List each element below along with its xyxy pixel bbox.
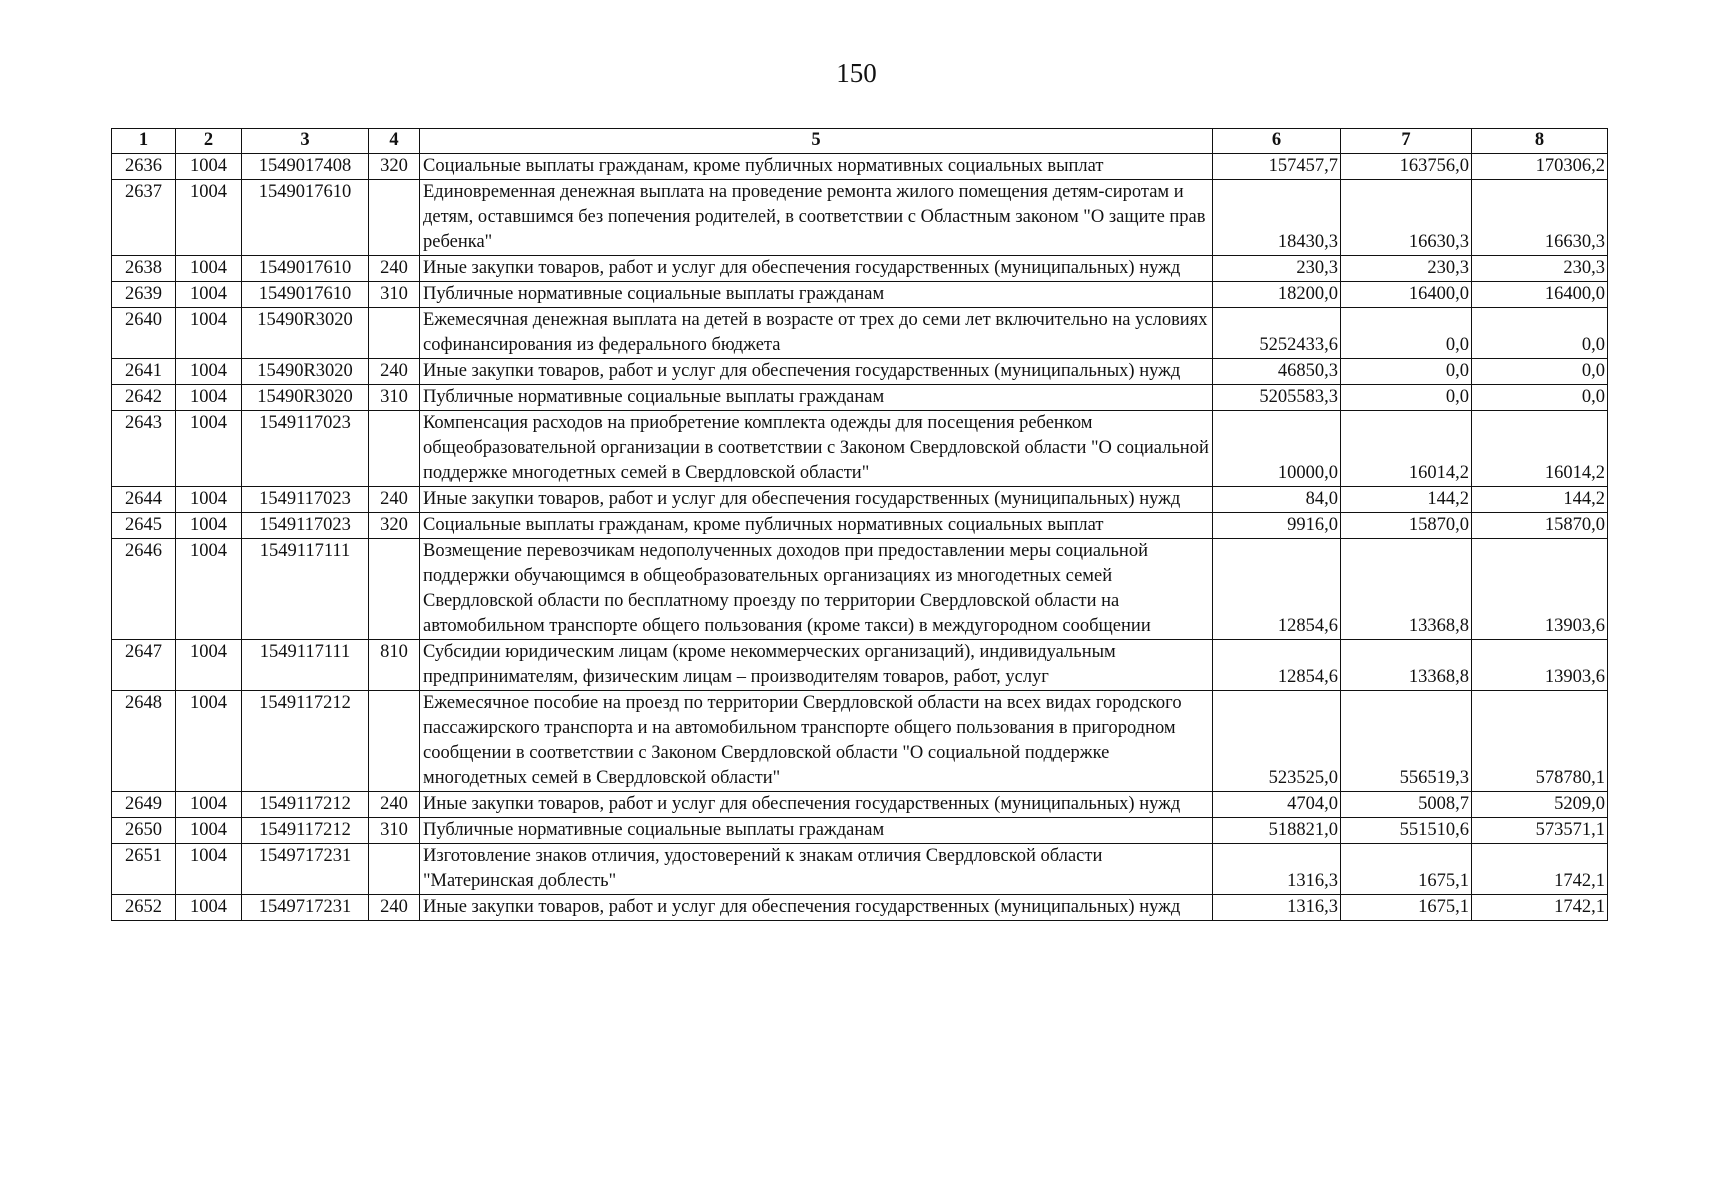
table-row <box>112 411 1608 487</box>
target-article-cell: 15490R3020 <box>242 385 369 411</box>
row-number-cell: 2649 <box>112 792 176 818</box>
row-number-cell: 2641 <box>112 359 176 385</box>
row-number-cell: 2643 <box>112 411 176 487</box>
expense-type-cell: 320 <box>369 154 420 180</box>
amount-col7-cell: 15870,0 <box>1341 513 1472 539</box>
row-number-cell: 2640 <box>112 308 176 359</box>
amount-col8-cell: 0,0 <box>1472 359 1608 385</box>
expense-type-cell: 240 <box>369 256 420 282</box>
row-number-cell: 2652 <box>112 895 176 921</box>
expense-type-cell: 240 <box>369 359 420 385</box>
amount-col6-cell: 84,0 <box>1213 487 1341 513</box>
table-row <box>112 895 1608 921</box>
table-row <box>112 180 1608 256</box>
amount-col7-cell: 0,0 <box>1341 359 1472 385</box>
section-code-cell: 1004 <box>176 282 242 308</box>
amount-col7-cell: 13368,8 <box>1341 640 1472 691</box>
amount-col6-cell: 5205583,3 <box>1213 385 1341 411</box>
column-header: 1 <box>112 129 176 154</box>
row-number-cell: 2650 <box>112 818 176 844</box>
amount-col6-cell: 12854,6 <box>1213 640 1341 691</box>
amount-col7-cell: 0,0 <box>1341 308 1472 359</box>
amount-col6-cell: 518821,0 <box>1213 818 1341 844</box>
amount-col8-cell: 1742,1 <box>1472 895 1608 921</box>
section-code-cell: 1004 <box>176 513 242 539</box>
item-name-cell: Возмещение перевозчикам недополученных доходов при предоставлении меры социальной поддержки обучающимся в общеобразовательных организациях из многодетных семей Свердловской области по бесплатному проезду по территории Свердловской области на автомобильном транспорте общего пользования (кроме такси) в междугородном сообщении <box>420 539 1213 640</box>
table-row <box>112 539 1608 640</box>
section-code-cell: 1004 <box>176 818 242 844</box>
target-article-cell: 15490R3020 <box>242 359 369 385</box>
section-code-cell: 1004 <box>176 640 242 691</box>
table-row <box>112 385 1608 411</box>
amount-col7-cell: 230,3 <box>1341 256 1472 282</box>
amount-col8-cell: 0,0 <box>1472 308 1608 359</box>
row-number-cell: 2644 <box>112 487 176 513</box>
table-row <box>112 818 1608 844</box>
target-article-cell: 1549017610 <box>242 256 369 282</box>
table-row <box>112 691 1608 792</box>
item-name-cell: Единовременная денежная выплата на проведение ремонта жилого помещения детям-сиротам и детям, оставшимся без попечения родителей, в соответствии с Областным законом "О защите прав ребенка" <box>420 180 1213 256</box>
amount-col6-cell: 9916,0 <box>1213 513 1341 539</box>
amount-col6-cell: 18200,0 <box>1213 282 1341 308</box>
amount-col8-cell: 15870,0 <box>1472 513 1608 539</box>
section-code-cell: 1004 <box>176 487 242 513</box>
target-article-cell: 1549717231 <box>242 895 369 921</box>
page-number: 150 <box>836 58 877 88</box>
row-number-cell: 2636 <box>112 154 176 180</box>
table-row <box>112 513 1608 539</box>
section-code-cell: 1004 <box>176 308 242 359</box>
amount-col8-cell: 578780,1 <box>1472 691 1608 792</box>
amount-col6-cell: 46850,3 <box>1213 359 1341 385</box>
amount-col7-cell: 16630,3 <box>1341 180 1472 256</box>
section-code-cell: 1004 <box>176 844 242 895</box>
amount-col6-cell: 5252433,6 <box>1213 308 1341 359</box>
target-article-cell: 1549117111 <box>242 539 369 640</box>
section-code-cell: 1004 <box>176 895 242 921</box>
amount-col6-cell: 4704,0 <box>1213 792 1341 818</box>
row-number-cell: 2637 <box>112 180 176 256</box>
row-number-cell: 2647 <box>112 640 176 691</box>
table-row <box>112 308 1608 359</box>
target-article-cell: 1549017610 <box>242 282 369 308</box>
expense-type-cell <box>369 844 420 895</box>
item-name-cell: Иные закупки товаров, работ и услуг для обеспечения государственных (муниципальных) нужд <box>420 359 1213 385</box>
amount-col8-cell: 0,0 <box>1472 385 1608 411</box>
column-header: 7 <box>1341 129 1472 154</box>
expense-type-cell <box>369 691 420 792</box>
table-row <box>112 792 1608 818</box>
item-name-cell: Ежемесячное пособие на проезд по территории Свердловской области на всех видах городского пассажирского транспорта и на автомобильном транспорте общего пользования в пригородном сообщении в соответствии с Законом Свердловской области "О социальной поддержке многодетных семей в Свердловской области" <box>420 691 1213 792</box>
expense-type-cell: 240 <box>369 792 420 818</box>
amount-col7-cell: 1675,1 <box>1341 844 1472 895</box>
amount-col8-cell: 13903,6 <box>1472 640 1608 691</box>
header-row <box>112 129 1608 154</box>
expense-type-cell: 310 <box>369 282 420 308</box>
table-row <box>112 487 1608 513</box>
column-header: 2 <box>176 129 242 154</box>
item-name-cell: Публичные нормативные социальные выплаты гражданам <box>420 385 1213 411</box>
expense-type-cell: 310 <box>369 818 420 844</box>
amount-col8-cell: 144,2 <box>1472 487 1608 513</box>
amount-col7-cell: 1675,1 <box>1341 895 1472 921</box>
column-header: 5 <box>420 129 1213 154</box>
target-article-cell: 1549117212 <box>242 818 369 844</box>
amount-col8-cell: 1742,1 <box>1472 844 1608 895</box>
amount-col6-cell: 1316,3 <box>1213 844 1341 895</box>
amount-col6-cell: 230,3 <box>1213 256 1341 282</box>
table-row <box>112 282 1608 308</box>
target-article-cell: 1549717231 <box>242 844 369 895</box>
target-article-cell: 1549117023 <box>242 411 369 487</box>
row-number-cell: 2651 <box>112 844 176 895</box>
section-code-cell: 1004 <box>176 256 242 282</box>
amount-col7-cell: 551510,6 <box>1341 818 1472 844</box>
target-article-cell: 15490R3020 <box>242 308 369 359</box>
amount-col8-cell: 13903,6 <box>1472 539 1608 640</box>
amount-col6-cell: 10000,0 <box>1213 411 1341 487</box>
column-header: 4 <box>369 129 420 154</box>
budget-table <box>111 128 1608 921</box>
target-article-cell: 1549017408 <box>242 154 369 180</box>
section-code-cell: 1004 <box>176 792 242 818</box>
item-name-cell: Социальные выплаты гражданам, кроме публичных нормативных социальных выплат <box>420 513 1213 539</box>
column-header: 6 <box>1213 129 1341 154</box>
item-name-cell: Публичные нормативные социальные выплаты гражданам <box>420 282 1213 308</box>
item-name-cell: Публичные нормативные социальные выплаты гражданам <box>420 818 1213 844</box>
amount-col8-cell: 16630,3 <box>1472 180 1608 256</box>
amount-col7-cell: 13368,8 <box>1341 539 1472 640</box>
item-name-cell: Иные закупки товаров, работ и услуг для обеспечения государственных (муниципальных) нужд <box>420 895 1213 921</box>
amount-col6-cell: 1316,3 <box>1213 895 1341 921</box>
target-article-cell: 1549117212 <box>242 691 369 792</box>
amount-col8-cell: 170306,2 <box>1472 154 1608 180</box>
item-name-cell: Иные закупки товаров, работ и услуг для обеспечения государственных (муниципальных) нужд <box>420 487 1213 513</box>
expense-type-cell: 240 <box>369 487 420 513</box>
amount-col7-cell: 144,2 <box>1341 487 1472 513</box>
column-header: 3 <box>242 129 369 154</box>
amount-col8-cell: 5209,0 <box>1472 792 1608 818</box>
amount-col7-cell: 163756,0 <box>1341 154 1472 180</box>
target-article-cell: 1549017610 <box>242 180 369 256</box>
amount-col7-cell: 16014,2 <box>1341 411 1472 487</box>
expense-type-cell <box>369 539 420 640</box>
expense-type-cell: 310 <box>369 385 420 411</box>
amount-col6-cell: 12854,6 <box>1213 539 1341 640</box>
amount-col6-cell: 18430,3 <box>1213 180 1341 256</box>
target-article-cell: 1549117023 <box>242 487 369 513</box>
item-name-cell: Иные закупки товаров, работ и услуг для обеспечения государственных (муниципальных) нужд <box>420 256 1213 282</box>
target-article-cell: 1549117212 <box>242 792 369 818</box>
section-code-cell: 1004 <box>176 359 242 385</box>
amount-col8-cell: 16400,0 <box>1472 282 1608 308</box>
section-code-cell: 1004 <box>176 539 242 640</box>
expense-type-cell: 810 <box>369 640 420 691</box>
expense-type-cell <box>369 308 420 359</box>
table-body <box>112 154 1608 921</box>
amount-col8-cell: 230,3 <box>1472 256 1608 282</box>
column-header: 8 <box>1472 129 1608 154</box>
section-code-cell: 1004 <box>176 411 242 487</box>
table-row <box>112 640 1608 691</box>
amount-col7-cell: 5008,7 <box>1341 792 1472 818</box>
amount-col7-cell: 556519,3 <box>1341 691 1472 792</box>
target-article-cell: 1549117111 <box>242 640 369 691</box>
row-number-cell: 2639 <box>112 282 176 308</box>
table-row <box>112 256 1608 282</box>
amount-col8-cell: 16014,2 <box>1472 411 1608 487</box>
item-name-cell: Ежемесячная денежная выплата на детей в возрасте от трех до семи лет включительно на условиях софинансирования из федерального бюджета <box>420 308 1213 359</box>
amount-col6-cell: 157457,7 <box>1213 154 1341 180</box>
section-code-cell: 1004 <box>176 691 242 792</box>
row-number-cell: 2638 <box>112 256 176 282</box>
item-name-cell: Компенсация расходов на приобретение комплекта одежды для посещения ребенком общеобразовательной организации в соответствии с Законом Свердловской области "О социальной поддержке многодетных семей в Свердловской области" <box>420 411 1213 487</box>
expense-type-cell: 240 <box>369 895 420 921</box>
section-code-cell: 1004 <box>176 154 242 180</box>
table-row <box>112 844 1608 895</box>
target-article-cell: 1549117023 <box>242 513 369 539</box>
section-code-cell: 1004 <box>176 180 242 256</box>
expense-type-cell <box>369 411 420 487</box>
row-number-cell: 2646 <box>112 539 176 640</box>
amount-col8-cell: 573571,1 <box>1472 818 1608 844</box>
table-row <box>112 154 1608 180</box>
row-number-cell: 2645 <box>112 513 176 539</box>
amount-col6-cell: 523525,0 <box>1213 691 1341 792</box>
row-number-cell: 2648 <box>112 691 176 792</box>
section-code-cell: 1004 <box>176 385 242 411</box>
item-name-cell: Социальные выплаты гражданам, кроме публичных нормативных социальных выплат <box>420 154 1213 180</box>
expense-type-cell: 320 <box>369 513 420 539</box>
item-name-cell: Субсидии юридическим лицам (кроме некоммерческих организаций), индивидуальным предпринимателям, физическим лицам – производителям товаров, работ, услуг <box>420 640 1213 691</box>
amount-col7-cell: 0,0 <box>1341 385 1472 411</box>
item-name-cell: Изготовление знаков отличия, удостоверений к знакам отличия Свердловской области "Материнская доблесть" <box>420 844 1213 895</box>
row-number-cell: 2642 <box>112 385 176 411</box>
item-name-cell: Иные закупки товаров, работ и услуг для обеспечения государственных (муниципальных) нужд <box>420 792 1213 818</box>
expense-type-cell <box>369 180 420 256</box>
amount-col7-cell: 16400,0 <box>1341 282 1472 308</box>
table-row <box>112 359 1608 385</box>
